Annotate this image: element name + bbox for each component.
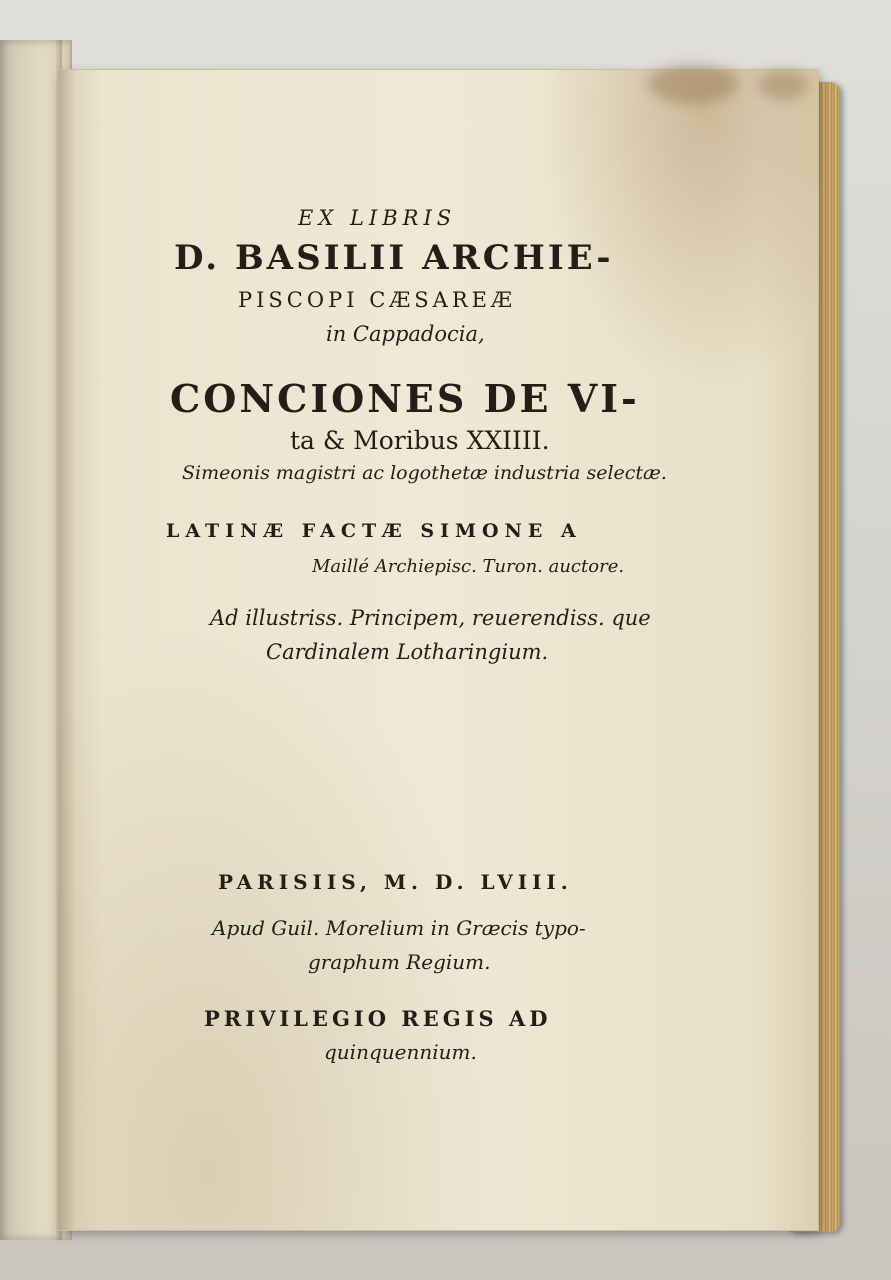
title-line-3: Simeonis magistri ac logothetæ industria selectæ. [182,462,667,484]
ex-libris-line: EX LIBRIS [298,206,457,230]
author-line-1: D. BASILII ARCHIE- [174,238,614,278]
translator-line-1: LATINÆ FACTÆ SIMONE A [166,520,582,542]
imprint-line-3: graphum Regium. [308,950,491,974]
author-line-2: PISCOPI CÆSAREÆ [238,288,516,312]
imprint-line-1: PARISIIS, M. D. LVIII. [218,870,573,894]
dedication-line-2: Cardinalem Lotharingium. [266,640,549,664]
title-page [58,70,818,1230]
title-line-2: ta & Moribus XXIIII. [290,426,550,455]
title-line-1: CONCIONES DE VI- [170,376,640,421]
author-line-3: in Cappadocia, [326,322,485,346]
imprint-line-2: Apud Guil. Morelium in Græcis typo- [212,916,586,940]
foxing-stain [758,70,808,100]
foxing-stain [648,64,738,104]
privilege-line-1: PRIVILEGIO REGIS AD [204,1006,552,1031]
dedication-line-1: Ad illustriss. Principem, reuerendiss. que [210,606,651,630]
translator-line-2: Maillé Archiepisc. Turon. auctore. [312,556,625,577]
privilege-line-2: quinquennium. [324,1040,477,1064]
